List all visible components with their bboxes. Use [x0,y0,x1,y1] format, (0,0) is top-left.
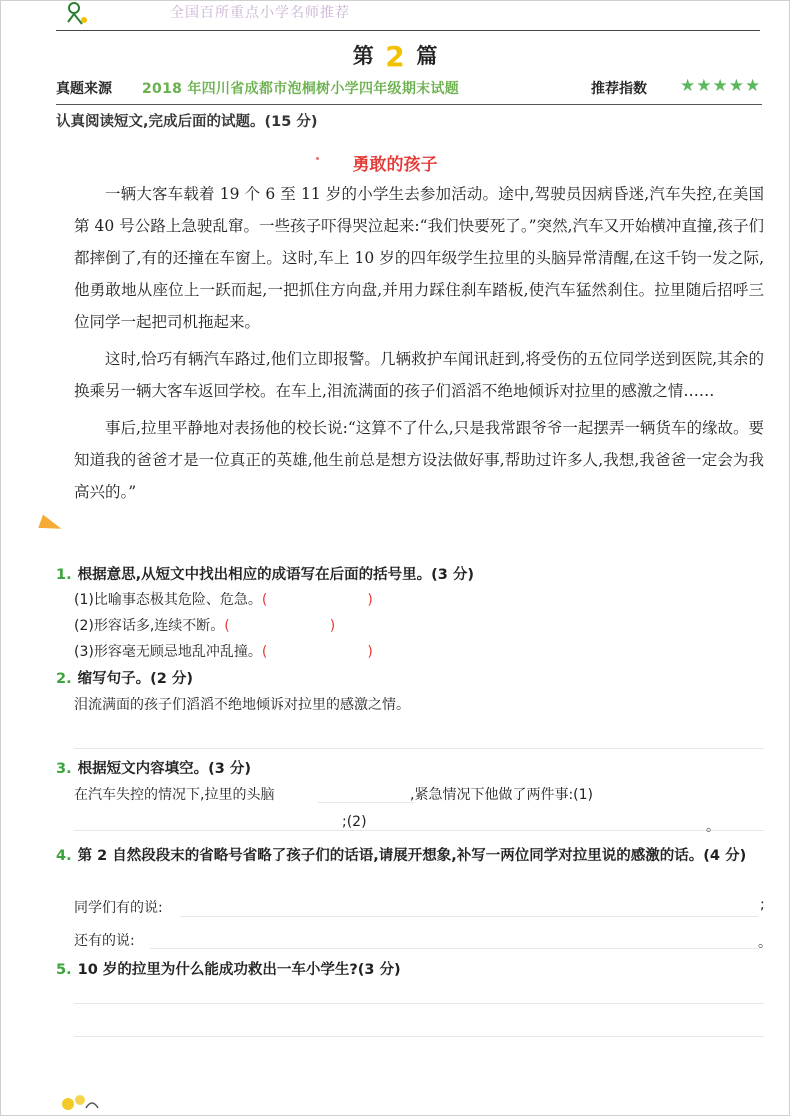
question-5 [56,958,401,979]
answer-line-q2[interactable] [74,748,764,749]
source-value: 2018 年四川省成都市泡桐树小学四年级期末试题 [142,81,460,97]
question-3-text: 根据短文内容填空。(3 分) [77,761,251,777]
question-2-sentence: 泪流满面的孩子们滔滔不绝地倾诉对拉里的感激之情。 [74,697,410,713]
answer-paren-close: ) [367,644,373,660]
question-4-prompt-b: 还有的说: [74,933,135,949]
question-3-number: 3. [56,761,72,777]
rating-stars-icon: ★★★★★ [680,76,762,96]
banner-text: 全国百所重点小学名师推荐 [170,5,350,21]
rating-label: 推荐指数 [591,81,647,97]
mascot-logo-icon [62,0,90,28]
question-1 [56,563,474,584]
question-5-text: 10 岁的拉里为什么能成功救出一车小学生?(3 分) [77,962,401,978]
answer-paren-close: ) [367,592,373,608]
top-banner [0,0,790,34]
question-5-number: 5. [56,962,72,978]
question-4-number: 4. [56,848,72,864]
answer-line-q5-2[interactable] [74,1036,764,1037]
question-4-prompt-a: 同学们有的说: [74,900,163,916]
answer-paren-open: ( [261,592,268,608]
reading-instruction: 认真阅读短文,完成后面的试题。(15 分) [56,114,318,130]
question-1-item-2 [74,615,335,635]
section-prefix: 第 [352,44,374,68]
question-3-end: 。 [706,819,720,835]
question-2-number: 2. [56,671,72,687]
story-paragraph-3: 事后,拉里平静地对表扬他的校长说:“这算不了什么,只是我常跟爷爷一起摆弄一辆货车的缘故。要知道我的爸爸才是一位真正的英雄,他生前总是想方设法做好事,帮助过许多人,我想,我爸爸一定会为我高兴的。” [74,419,764,501]
question-1-item-3-text: (3)形容毫无顾忌地乱冲乱撞。 [74,644,262,660]
question-4 [56,843,768,869]
question-3-line-c: ;(2) [342,814,367,830]
story-title: 勇敢的孩子 [352,155,438,175]
source-divider [56,104,762,105]
story-body [74,178,764,508]
source-label: 真题来源 [56,81,112,97]
story-paragraph-1: 一辆大客车载着 19 个 6 至 11 岁的小学生去参加活动。途中,驾驶员因病昏迷,汽车失控,在美国第 40 号公路上急驶乱窜。一些孩子吓得哭泣起来:“我们快要死了。”突然,汽车又开始横冲直撞,孩子们都摔倒了,有的还撞在车窗上。这时,车上 10 岁的四年级学生拉里的头脑异常清醒,在这千钧一发之际,他勇敢地从座位上一跃而起,一把抓住方向盘,并用力踩住刹车踏板,使汽车猛然刹住。拉里随后招呼三位同学一起把司机拖起来。 [74,185,764,331]
question-3-line-b: ,紧急情况下他做了两件事:(1) [410,787,593,803]
question-2 [56,667,193,688]
question-3-line-a: 在汽车失控的情况下,拉里的头脑 [74,787,275,803]
answer-paren-open: ( [224,618,230,634]
question-1-item-1-text: (1)比喻事态极其危险、危急。 [74,592,262,608]
question-4-end-a: ; [760,897,765,913]
question-1-item-3 [74,641,373,661]
question-4-text: 第 2 自然段段末的省略号省略了孩子们的话语,请展开想象,补写一两位同学对拉里说的感激的话。(4 分) [77,848,747,864]
section-title [0,40,790,72]
answer-line-q5-1[interactable] [74,1003,764,1004]
question-2-text: 缩写句子。(2 分) [77,671,193,687]
answer-blank-q3-a[interactable] [318,802,414,803]
footer-mascot-icon [56,1086,102,1114]
answer-paren-open: ( [261,644,268,660]
answer-line-q4-b[interactable] [150,948,758,949]
header-divider [56,30,760,31]
section-suffix: 篇 [416,44,438,68]
answer-line-q3[interactable] [74,830,764,831]
section-number: 2 [385,40,405,73]
story-paragraph-2: 这时,恰巧有辆汽车路过,他们立即报警。几辆救护车闻讯赶到,将受伤的五位同学送到医院,其余的换乘另一辆大客车返回学校。在车上,泪流满面的孩子们滔滔不绝地倾诉对拉里的感激之情…… [74,350,764,400]
question-4-end-b: 。 [758,935,772,951]
answer-paren-close: ) [329,618,336,634]
question-1-item-2-text: (2)形容话多,连续不断。 [74,618,225,634]
question-1-text: 根据意思,从短文中找出相应的成语写在后面的括号里。(3 分) [77,567,475,583]
source-row [56,78,766,100]
question-1-number: 1. [56,567,72,583]
answer-line-q4-a[interactable] [180,916,758,917]
question-1-item-1 [74,589,373,609]
question-3 [56,757,251,778]
